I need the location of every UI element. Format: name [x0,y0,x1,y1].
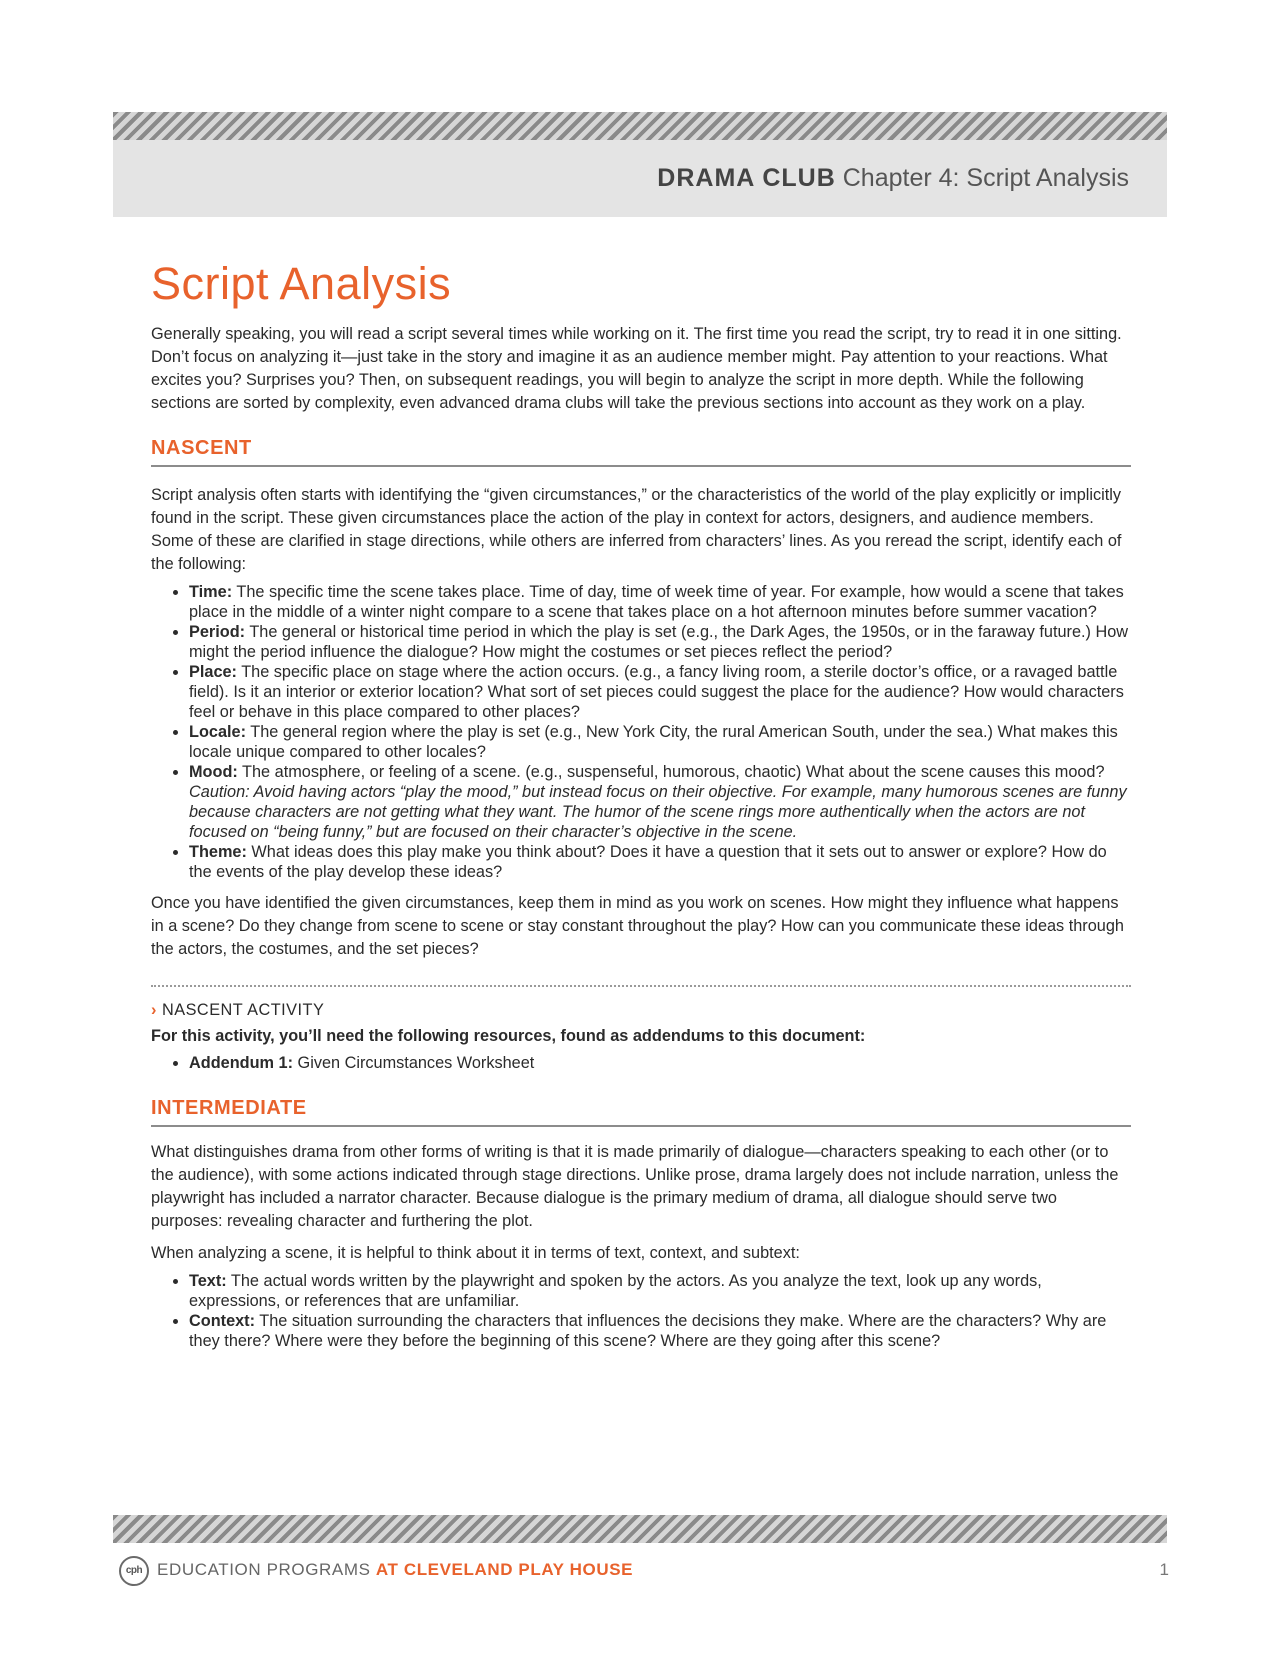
activity-title [151,1001,1131,1020]
list-item-place [189,662,1131,722]
list-item-mood [189,762,1131,842]
footer-org-text [157,1560,633,1580]
desc-theme: What ideas does this play make you think about? Does it have a question that it sets out to answer or explore? How do the events of the play develop these ideas? [189,843,1107,881]
header-band [113,140,1167,217]
section-heading-nascent: NASCENT [151,437,1131,467]
intermediate-paragraph-1: What distinguishes drama from other forms of writing is that it is made primarily of dialogue—characters speaking to each other (or to the audience), with some actions indicated through stage directions. Unlike prose, drama largely does not include narration, unless the playwright has included a narrator character. Because dialogue is the primary medium of drama, all dialogue should serve two purposes: revealing character and furthering the plot. [151,1143,1119,1230]
addendum-term: Addendum 1: [189,1054,294,1072]
section-heading-intermediate: INTERMEDIATE [151,1097,1131,1127]
term-theme: Theme: [189,843,247,861]
desc-period: The general or historical time period in which the play is set (e.g., the Dark Ages, the 1950s, or in the faraway future.) How might the period influence the dialogue? How might the costumes or set pieces reflect the period? [189,623,1129,661]
term-locale: Locale: [189,723,247,741]
activity-resources-intro: For this activity, you’ll need the following resources, found as addendums to this document: [151,1027,866,1045]
addendum-text: Given Circumstances Worksheet [293,1054,535,1072]
list-item-period [189,622,1131,662]
desc-text: The actual words written by the playwright and spoken by the actors. As you analyze the text, look up any words, expressions, or references that are unfamiliar. [189,1272,1042,1310]
text-context-list [151,1271,1131,1351]
cph-logo: cph [119,1556,149,1586]
page-footer [119,1556,1169,1586]
activity-title-text: NASCENT ACTIVITY [161,1001,325,1019]
term-context: Context: [189,1312,256,1330]
term-period: Period: [189,623,246,641]
desc-time: The specific time the scene takes place. Time of day, time of week time of year. For example, how would a scene that takes place in the middle of a winter night compare to a scene that takes place on a hot afternoon minutes before summer vacation? [189,583,1124,621]
term-time: Time: [189,583,233,601]
list-item-context [189,1311,1131,1351]
footer-org: AT CLEVELAND PLAY HOUSE [375,1560,634,1579]
chevron-right-icon: › [151,1001,157,1019]
term-text: Text: [189,1272,227,1290]
list-item-locale [189,722,1131,762]
nascent-paragraph-1: Script analysis often starts with identifying the “given circumstances,” or the characteristics of the world of the play explicitly or implicitly found in the script. These given circumstances place the action of the play in context for actors, designers, and audience members. Some of these are clarified in stage directions, while others are inferred from characters’ lines. As you reread the script, identify each of the following: [151,486,1122,573]
desc-locale: The general region where the play is set (e.g., New York City, the rural American South, under the sea.) What makes this locale unique compared to other locales? [189,723,1118,761]
running-header [657,164,1129,193]
intro-paragraph: Generally speaking, you will read a script several times while working on it. The first time you read the script, try to read it in one sitting. Don’t focus on analyzing it—just take in the story and imagine it as an audience member might. Pay attention to your reactions. What excites you? Surprises you? Then, on subsequent readings, you will begin to analyze the script in more depth. While the following sections are sorted by complexity, even advanced drama clubs will take the previous sections into account as they work on a play. [151,325,1122,412]
header-club: DRAMA CLUB [657,164,836,192]
page-title: Script Analysis [151,258,452,309]
header-hatch-stripe [113,112,1167,140]
main-content [151,256,1131,1351]
nascent-paragraph-2: Once you have identified the given circumstances, keep them in mind as you work on scenes. How might they influence what happens in a scene? Do they change from scene to scene or stay constant throughout the play? How can you communicate these ideas through the actors, the costumes, and the set pieces? [151,894,1124,958]
desc-context: The situation surrounding the characters that influences the decisions they make. Where are the characters? Why are they there? Where were they before the beginning of this scene? Where are they going after this scene? [189,1312,1107,1350]
footer-programs: EDUCATION PROGRAMS [157,1560,371,1579]
addendum-list [151,1053,1131,1073]
list-item-text [189,1271,1131,1311]
list-item-theme [189,842,1131,882]
desc-place: The specific place on stage where the action occurs. (e.g., a fancy living room, a sterile doctor’s office, or a ravaged battle field). Is it an interior or exterior location? What sort of set pieces could suggest the place for the audience? How would characters feel or behave in this place compared to other places? [189,663,1124,721]
term-mood: Mood: [189,763,238,781]
footer-hatch-stripe [113,1515,1167,1543]
list-item-time [189,582,1131,622]
dotted-divider [151,985,1131,987]
page-number: 1 [1159,1560,1169,1579]
intermediate-paragraph-2: When analyzing a scene, it is helpful to think about it in terms of text, context, and subtext: [151,1244,800,1262]
desc-mood: The atmosphere, or feeling of a scene. (e.g., suspenseful, humorous, chaotic) What about the scene causes this mood? [237,763,1105,781]
term-place: Place: [189,663,237,681]
mood-caution: Caution: Avoid having actors “play the mood,” but instead focus on their objective. For example, many humorous scenes are funny because characters are not getting what they want. The humor of the scene rings more authentically when the actors are not focused on “being funny,” but are focused on their character’s objective in the scene. [189,783,1127,841]
header-chapter: Chapter 4: Script Analysis [842,164,1129,192]
list-item-addendum-1 [189,1053,1131,1073]
given-circumstances-list [151,582,1131,882]
